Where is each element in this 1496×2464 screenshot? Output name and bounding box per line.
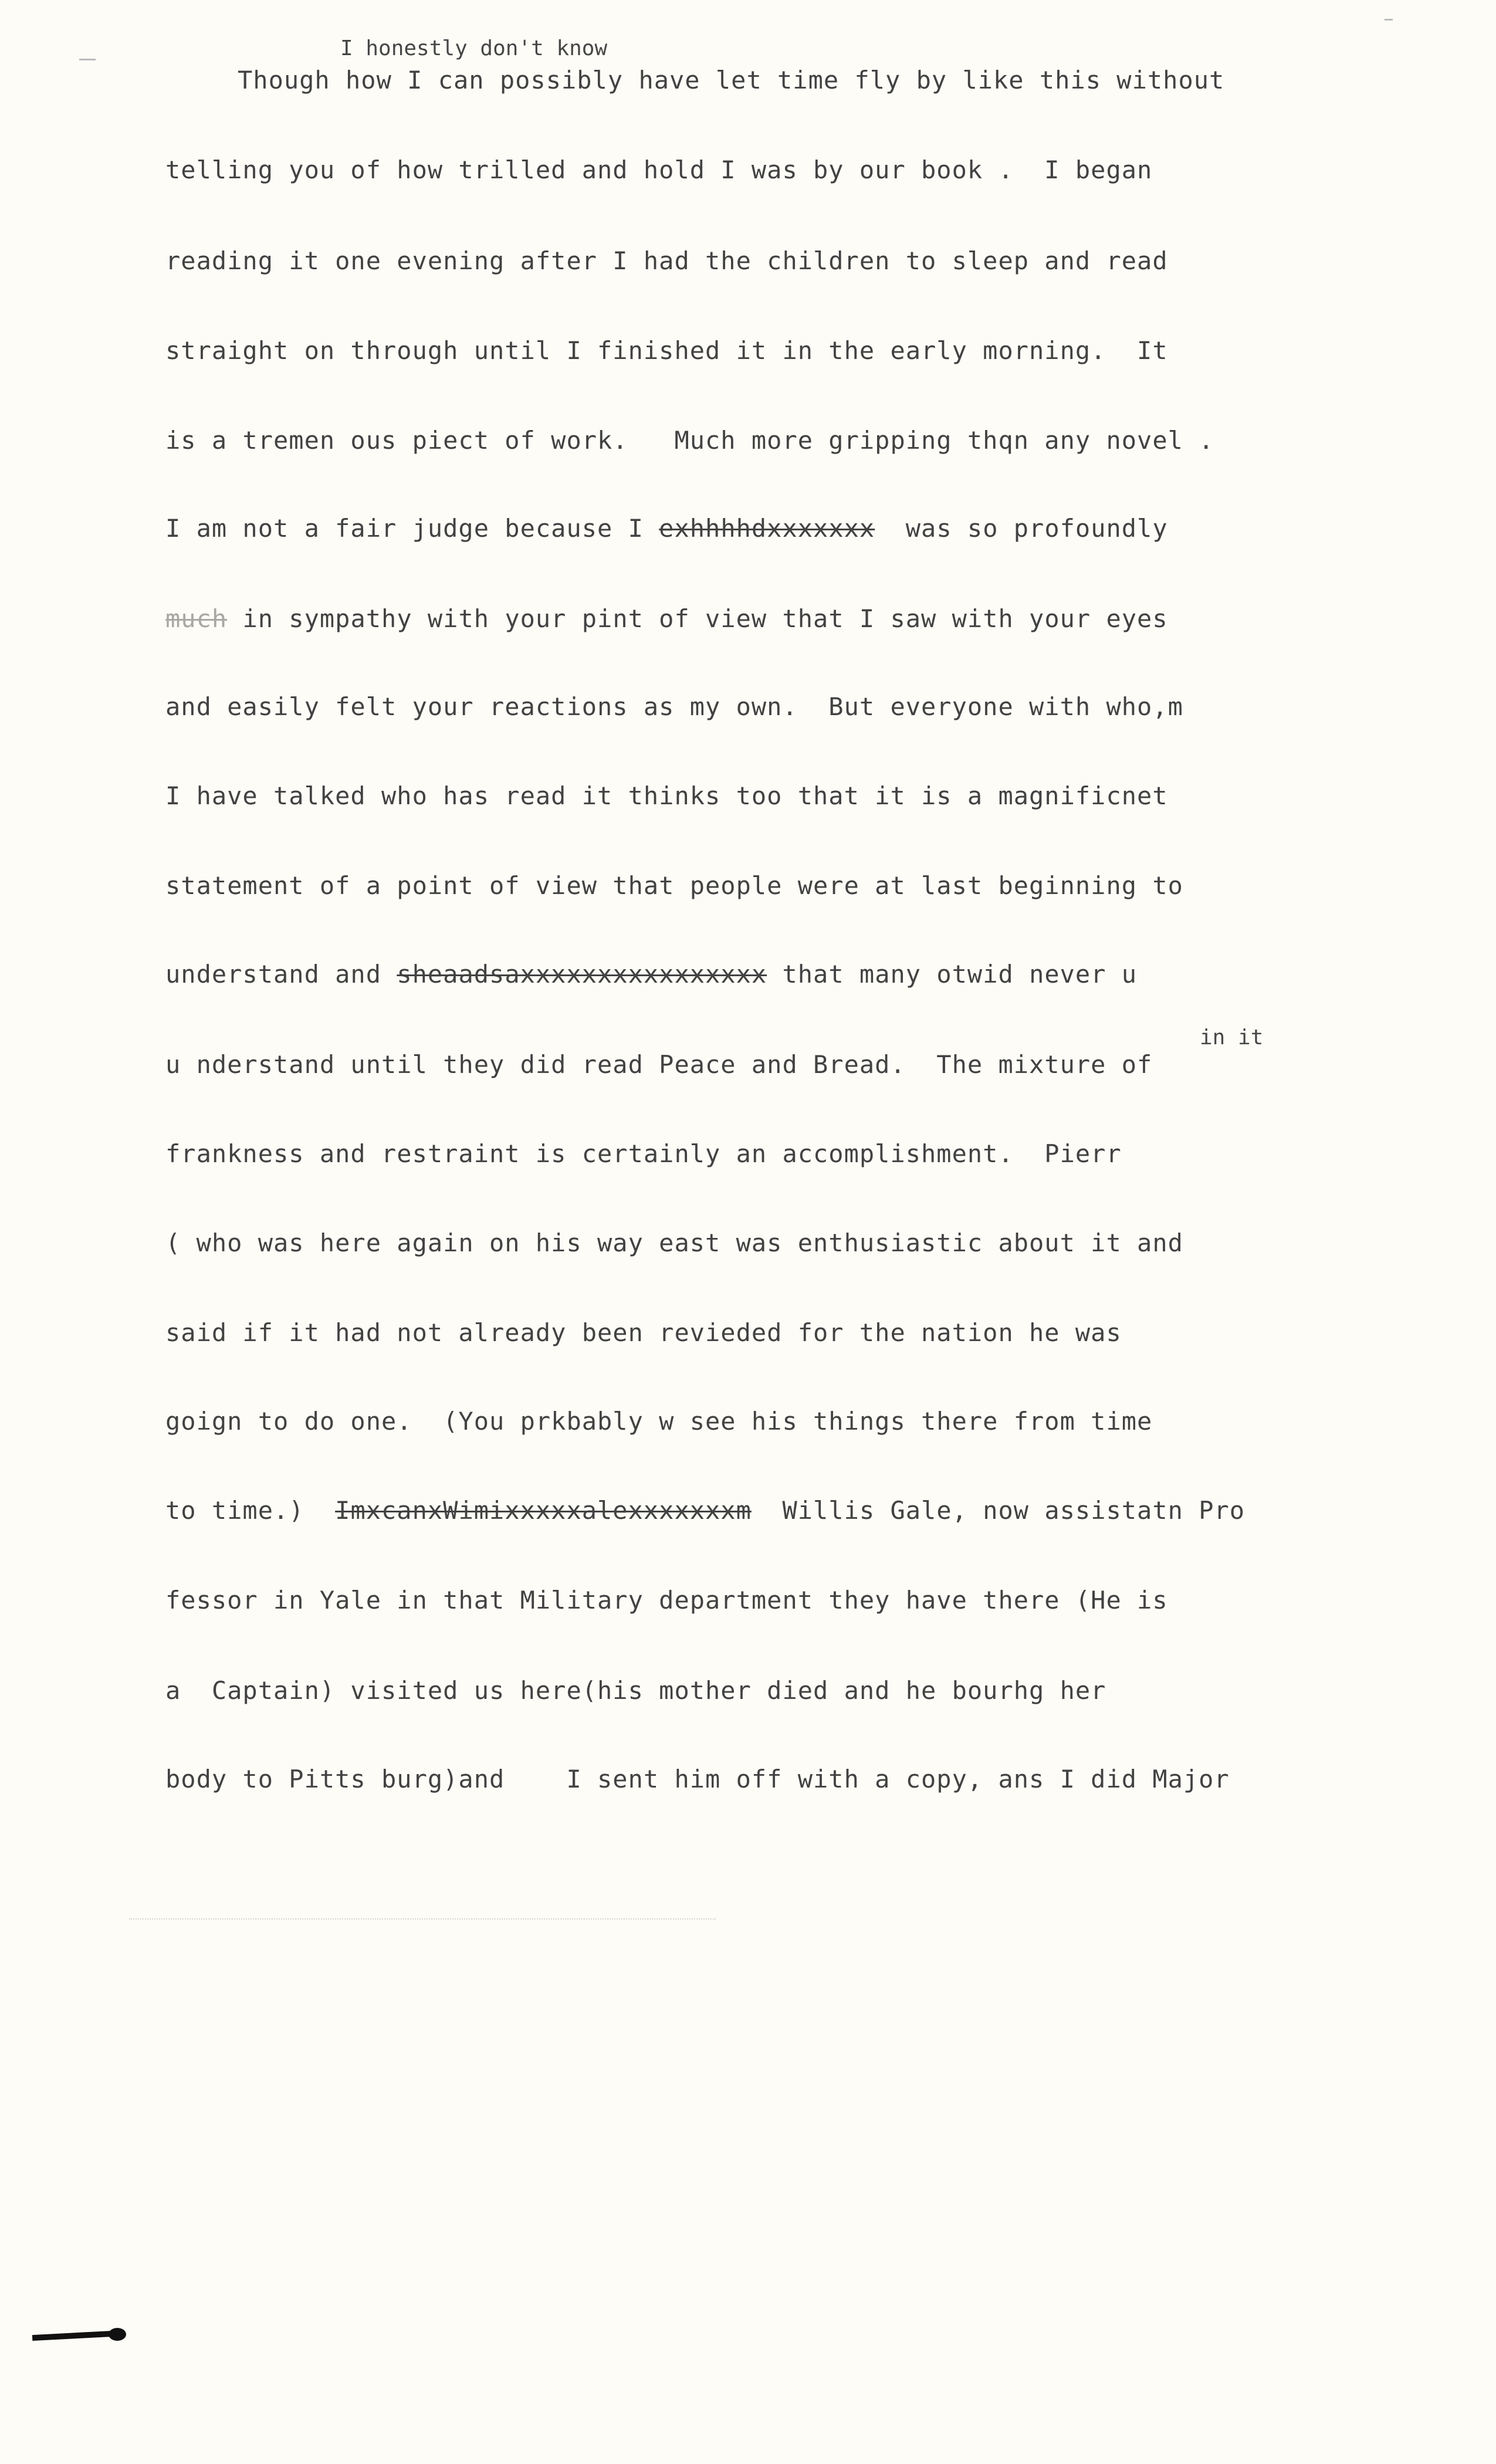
margin-mark-top-right — [1385, 19, 1393, 21]
letter-line-9: I have talked who has read it thinks too that it is a magnificnet — [165, 781, 1168, 810]
insertion-line1: I honestly don't know — [340, 36, 608, 60]
letter-line-7-text: in sympathy with your pint of view that I saw with your eyes — [242, 604, 1168, 633]
letter-line-5: is a tremen ous piect of work. Much more gripping thqn any novel . — [165, 426, 1214, 455]
letter-line-4: straight on through until I finished it in the early morning. It — [165, 336, 1168, 365]
letter-line-6-tail: was so profoundly — [905, 514, 1168, 543]
struck-text-line-6: exhhhhdxxxxxxx — [659, 514, 875, 543]
margin-mark-top-left — [79, 59, 96, 60]
letter-line-20: body to Pitts burg)and I sent him off with a copy, ans I did Major — [165, 1765, 1230, 1793]
letter-line-13: frankness and restraint is certainly an accomplishment. Pierr — [165, 1139, 1122, 1168]
letter-line-11-text: understand and — [165, 960, 382, 989]
letter-line-16: goign to do one. (You prkbably w see his things there from time — [165, 1407, 1153, 1436]
struck-text-line-17: ImxcanxWimixxxxxalexxxxxxxm — [335, 1496, 752, 1525]
struck-text-line-7: much — [165, 604, 228, 633]
letter-line-17-tail: Willis Gale, now assistatn Pro — [782, 1496, 1245, 1525]
letter-line-8: and easily felt your reactions as my own. But everyone with who,m — [165, 692, 1183, 721]
ink-dash-mark-tip — [109, 2328, 126, 2341]
letter-line-7 — [165, 604, 1168, 633]
letter-line-6-text: I am not a fair judge because I — [165, 514, 644, 543]
letter-line-19: a Captain) visited us here(his mother died and he bourhg her — [165, 1676, 1106, 1705]
insertion-line12: in it — [1200, 1025, 1264, 1050]
struck-text-line-11: sheaadsaxxxxxxxxxxxxxxxx — [397, 960, 767, 989]
fold-crease — [129, 1918, 716, 1920]
letter-line-3: reading it one evening after I had the children to sleep and read — [165, 246, 1168, 275]
letter-line-10: statement of a point of view that people were at last beginning to — [165, 871, 1183, 900]
letter-line-11 — [165, 960, 1137, 989]
letter-line-18: fessor in Yale in that Military department they have there (He is — [165, 1586, 1168, 1615]
letter-line-17 — [165, 1496, 1245, 1525]
letter-line-2: telling you of how trilled and hold I was by our book . I began — [165, 155, 1153, 184]
letter-line-11-tail: that many otwid never u — [782, 960, 1138, 989]
letter-line-17-text: to time.) — [165, 1496, 304, 1525]
letter-line-15: said if it had not already been revieded for the nation he was — [165, 1318, 1122, 1347]
letter-line-14: ( who was here again on his way east was enthusiastic about it and — [165, 1228, 1183, 1257]
letter-line-1: Though how I can possibly have let time fly by like this without — [238, 66, 1225, 94]
letter-line-12: u nderstand until they did read Peace and Bread. The mixture of — [165, 1050, 1153, 1079]
letter-line-6 — [165, 514, 1168, 543]
